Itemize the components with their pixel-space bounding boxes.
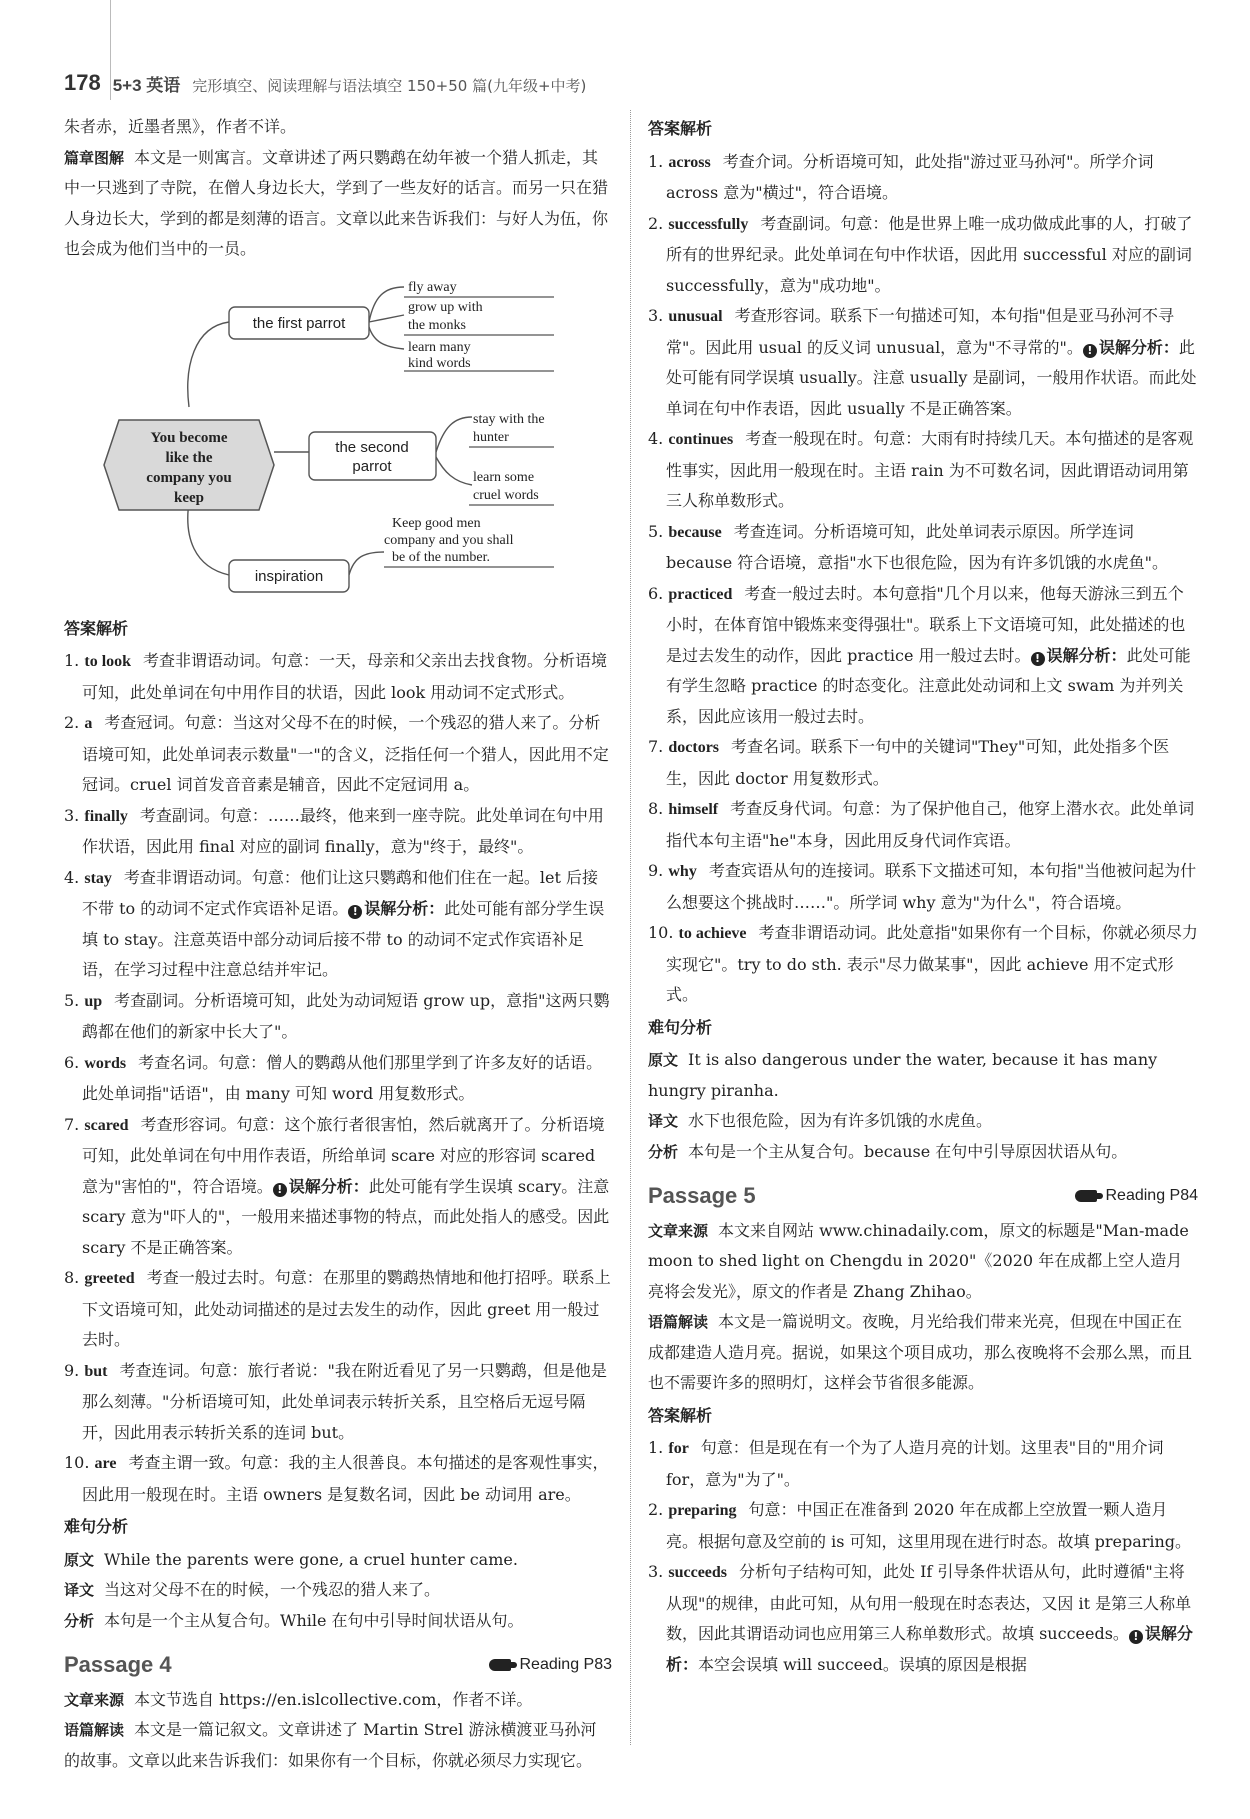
answer-number: 7.: [64, 1114, 80, 1134]
hard-analysis: [64, 1606, 612, 1637]
error-text: 此处可能有学生误填 scary。注意 scary 意为"吓人的"，一般用来描述事物的特点，而此处指人的感受。因此 scary 不是正确答案。: [82, 1176, 610, 1257]
answer-key: to achieve: [678, 925, 747, 942]
answer-item: [648, 794, 1198, 856]
error-warning-icon: !: [1129, 1630, 1143, 1644]
left-answers-heading: 答案解析: [64, 618, 129, 638]
page-number: 178: [64, 70, 101, 95]
hard-original-label: 原文: [648, 1051, 679, 1069]
answer-item: [64, 801, 612, 863]
answer-key: but: [84, 1362, 108, 1380]
mm-link-second-2: [436, 457, 472, 485]
answer-number: 8.: [64, 1268, 80, 1287]
answer-text: 考查连词。分析语境可知，此处单词表示原因。所学连词 because 符合语境，意指"水下也很危险，因为有许多饥饿的水虎鱼"。: [666, 521, 1169, 572]
mind-map: [64, 267, 612, 612]
error-text: 本空会误填 will succeed。误填的原因是根据: [698, 1654, 1027, 1674]
mm-second-leaf-2a: learn some: [473, 469, 535, 485]
mm-link-first-3: [369, 327, 404, 349]
reading-label: 语篇解读: [64, 1721, 125, 1739]
mm-second-leaf-1b: hunter: [473, 429, 509, 445]
mm-center-line-1: You become: [150, 429, 228, 446]
answer-item: [648, 209, 1198, 302]
answer-item: [64, 708, 612, 801]
answer-number: 2.: [648, 213, 664, 233]
answer-number: 1.: [648, 1438, 664, 1457]
answer-key: finally: [84, 807, 128, 825]
mm-link-first-2: [369, 315, 404, 322]
answer-key: are: [94, 1455, 117, 1472]
answer-number: 3.: [648, 1562, 664, 1581]
source-label: 文章来源: [648, 1221, 709, 1240]
answer-number: 6.: [64, 1052, 80, 1072]
error-text: 此处可能有同学误填 usually。注意 usually 是副词，一般用作状语。而此处单词在句中作表语，因此 usually 不是正确答案。: [666, 337, 1197, 418]
answer-item: [64, 986, 612, 1048]
book-title: 完形填空、阅读理解与语法填空 150+50 篇(九年级+中考): [192, 77, 587, 95]
source-text: 本文来自网站 www.chinadaily.com，原文的标题是"Man-made moon to shed light on Chengdu in 2020"《2020 年在成都上空人造月亮将会发光》，原文的作者是 Zhang Zhihao。: [648, 1220, 1189, 1301]
passage-5-reading-ref[interactable]: [1075, 1181, 1198, 1212]
passage-4-title: Passage 4: [64, 1652, 172, 1677]
passage-5-source: [648, 1216, 1198, 1308]
hard-analysis-text: 本句是一个主从复合句。While 在句中引导时间状语从句。: [104, 1610, 524, 1630]
error-label: 误解分析：: [1046, 645, 1127, 665]
mm-link-second-1: [436, 417, 472, 452]
answer-item: [648, 1433, 1198, 1495]
hard-analysis-label: 分析: [648, 1142, 679, 1161]
column-divider: [630, 110, 632, 1745]
answer-item: [648, 147, 1198, 209]
passage-5-header: [648, 1181, 1198, 1212]
answer-key: for: [668, 1440, 689, 1457]
mind-map-svg: [64, 267, 612, 612]
passage-4-header: [64, 1650, 612, 1681]
answer-text: 考查宾语从句的连接词。联系下文描述可知，本句指"当他被问起为什么想要这个挑战时……"。所学词 why 意为"为什么"，符合语境。: [666, 861, 1197, 912]
error-label: 误解分析：: [1098, 337, 1179, 357]
answer-text: 分析句子结构可知，此处 If 引导条件状语从句，此时遵循"主将从现"的规律，由此可知，从句用一般现在时态表达，又因 it 是第三人称单数，因此其谓语动词也应用第三人称单数形式。故填 succeeds。: [666, 1562, 1192, 1643]
pointing-hand-icon: [489, 1659, 511, 1671]
answer-number: 6.: [648, 583, 664, 603]
right-column: [648, 112, 1198, 1680]
answer-text: 考查非谓语动词。句意：一天，母亲和父亲出去找食物。分析语境可知，此处单词在句中用作目的状语，因此 look 用动词不定式形式。: [82, 651, 608, 702]
hard-translation-label: 译文: [648, 1112, 679, 1130]
answer-item: [648, 1557, 1198, 1680]
mm-first-leaf-1: fly away: [408, 279, 457, 295]
mm-branch-inspiration: [188, 502, 229, 575]
answer-text: 考查一般现在时。句意：大雨有时持续几天。本句描述的是客观性事实，因此用一般现在时。主语 rain 为不可数名词，因此谓语动词用第三人称单数形式。: [666, 429, 1194, 510]
answer-key: successfully: [668, 215, 749, 233]
hard-translation-label: 译文: [64, 1581, 95, 1599]
answer-key: across: [668, 153, 711, 171]
answer-number: 5.: [64, 990, 80, 1010]
answer-key: because: [668, 523, 722, 541]
answer-key: succeeds: [668, 1564, 728, 1581]
answer-text: 句意：但是现在有一个为了人造月亮的计划。这里表"目的"用介词 for，意为"为了"。: [666, 1438, 1164, 1489]
answer-text: 考查副词。分析语境可知，此处为动词短语 grow up，意指"这两只鹦鹉都在他们的新家中长大了"。: [82, 990, 610, 1041]
answer-number: 2.: [64, 713, 80, 732]
mm-second-leaf-1a: stay with the: [473, 411, 545, 427]
brand-name: 5+3 英语: [112, 76, 181, 95]
right-answers-list: [648, 147, 1198, 1011]
mm-center-line-2: like the: [165, 449, 213, 466]
error-warning-icon: !: [1083, 344, 1097, 358]
mm-second-parrot-label-a: the second: [335, 438, 409, 456]
error-warning-icon: !: [1031, 652, 1045, 666]
answer-item: [648, 732, 1198, 794]
reading-text: 本文是一篇记叙文。文章讲述了 Martin Strel 游泳横渡亚马孙河的故事。文章以此来告诉我们：如果你有一个目标，你就必须尽力实现它。: [64, 1720, 597, 1770]
answer-item: [64, 863, 612, 986]
answer-number: 4.: [648, 429, 664, 448]
mm-first-leaf-3b: kind words: [408, 355, 471, 371]
mm-link-inspiration: [349, 552, 384, 575]
answer-number: 9.: [64, 1360, 80, 1380]
error-text: 此处可能有学生忽略 practice 的时态变化。注意此处动词和上文 swam 为并列关系，因此应该用一般过去时。: [666, 645, 1191, 726]
reading-text: 本文是一篇说明文。夜晚，月光给我们带来光亮，但现在中国正在成都建造人造月亮。据说，如果这个项目成功，那么夜晚将不会那么黑，而且也不需要许多的照明灯，这样会节省很多能源。: [648, 1312, 1193, 1392]
answer-number: 3.: [648, 306, 664, 325]
page-header: [64, 60, 586, 96]
answer-text: 考查连词。句意：旅行者说："我在附近看见了另一只鹦鹉，但是他是那么刻薄。"分析语境可知，此处单词表示转折关系，且空格后无逗号隔开，因此用表示转折关系的连词 but。: [82, 1360, 607, 1442]
answer-text: 考查冠词。句意：当这对父母不在的时候，一个残忍的猎人来了。分析语境可知，此处单词表示数量"一"的含义，泛指任何一个猎人，因此用不定冠词。cruel 词首发音音素是辅音，因此不定冠词用 a。: [82, 713, 609, 794]
answer-key: to look: [84, 653, 132, 670]
right-hard-heading: 难句分析: [648, 1017, 713, 1037]
answer-number: 2.: [648, 1500, 664, 1519]
hard-translation-text: 当这对父母不在的时候，一个残忍的猎人来了。: [104, 1580, 441, 1599]
answer-text: 考查反身代词。句意：为了保护他自己，他穿上潜水衣。此处单词指代本句主语"he"本身，因此用反身代词作宾语。: [666, 799, 1195, 850]
answer-item: [64, 1448, 612, 1510]
answer-text: 考查非谓语动词。句意：他们让这只鹦鹉和他们住在一起。let 后接不带 to 的动词不定式作宾语补足语。: [82, 867, 599, 918]
mm-first-parrot-label: the first parrot: [252, 314, 346, 332]
passage-5-title: Passage 5: [648, 1183, 756, 1208]
answer-key: why: [668, 863, 697, 880]
answer-text: 考查非谓语动词。此处意指"如果你有一个目标，你就必须尽力实现它"。try to do sth. 表示"尽力做某事"，因此 achieve 用不定式形式。: [666, 923, 1198, 1004]
source-text: 本文节选自 https://en.islcollective.com，作者不详。: [134, 1689, 533, 1709]
answer-key: continues: [668, 431, 734, 448]
error-label: 误解分析：: [666, 1624, 1193, 1674]
answer-text: 考查介词。分析语境可知，此处指"游过亚马孙河"。所学介词 across 意为"横过"，符合语境。: [666, 151, 1154, 202]
hard-translation: [64, 1575, 612, 1606]
answer-text: 考查名词。句意：僧人的鹦鹉从他们那里学到了许多友好的话语。此处单词指"话语"，由 many 可知 word 用复数形式。: [82, 1052, 603, 1103]
hard-analysis-label: 分析: [64, 1611, 95, 1630]
answer-number: 8.: [648, 799, 664, 818]
mm-first-leaf-2a: grow up with: [408, 299, 483, 315]
passage-5-reading: [648, 1307, 1198, 1399]
answer-item: [64, 1356, 612, 1449]
structure-paragraph: [64, 143, 612, 265]
right-answers-heading: 答案解析: [648, 119, 713, 138]
passage-4-source: [64, 1685, 612, 1716]
answer-number: 10.: [64, 1453, 90, 1472]
answer-number: 4.: [64, 867, 80, 887]
answer-item: [648, 517, 1198, 579]
answer-text: 考查一般过去时。本句意指"几个月以来，他每天游泳三到五个小时，在体育馆中锻炼来变得强壮"。联系上下文语境可知，此处描述的也是过去发生的动作，因此 practice 用一般过去时。: [666, 583, 1186, 665]
left-answers-list: [64, 646, 612, 1510]
passage-4-reading-ref[interactable]: [489, 1650, 612, 1681]
answer-item: [648, 579, 1198, 733]
pointing-hand-icon: [1075, 1190, 1097, 1202]
source-label: 文章来源: [64, 1690, 125, 1709]
answer-key: up: [84, 992, 103, 1010]
mm-first-leaf-3a: learn many: [408, 339, 471, 355]
answer-number: 1.: [648, 151, 664, 171]
answer-key: words: [84, 1054, 127, 1072]
mm-inspiration-label: inspiration: [254, 567, 324, 585]
error-warning-icon: !: [273, 1183, 287, 1197]
error-text: 此处可能有部分学生误填 to stay。注意英语中部分动词后接不带 to 的动词不定式作宾语补足语，在学习过程中注意总结并牢记。: [82, 899, 605, 979]
answer-item: [64, 646, 612, 708]
answer-key: scared: [84, 1116, 129, 1134]
answer-text: 考查副词。句意：他是世界上唯一成功做成此事的人，打破了所有的世界纪录。此处单词在句中作状语，因此用 successful 对应的副词 successfully，意为"成功地"。: [666, 213, 1193, 295]
answer-text: 考查主谓一致。句意：我的主人很善良。本句描述的是客观性事实，因此用一般现在时。主语 owners 是复数名词，因此 be 动词用 are。: [82, 1453, 609, 1504]
passage-5-ref-text: Reading P84: [1105, 1187, 1198, 1204]
answer-text: 考查形容词。句意：这个旅行者很害怕，然后就离开了。分析语境可知，此处单词在句中用作表语，所给单词 scare 对应的形容词 scared 意为"害怕的"，符合语境。: [82, 1114, 605, 1196]
answer-text: 考查一般过去时。句意：在那里的鹦鹉热情地和他打招呼。联系上下文语境可知，此处动词描述的是过去发生的动作，因此 greet 用一般过去时。: [82, 1268, 611, 1349]
passage-4-ref-text: Reading P83: [519, 1656, 612, 1673]
left-hard-heading: 难句分析: [64, 1517, 129, 1536]
mm-center-line-3: company you: [146, 469, 232, 486]
answer-key: practiced: [668, 585, 733, 603]
answer-key: a: [84, 715, 93, 732]
answer-item: [64, 1110, 612, 1264]
mm-first-leaf-2b: the monks: [408, 317, 466, 333]
answer-text: 句意：中国正在准备到 2020 年在成都上空放置一颗人造月亮。根据句意及空前的 is 可知，这里用现在进行时态。故填 preparing。: [666, 1500, 1192, 1551]
error-label: 误解分析：: [288, 1176, 369, 1196]
answer-item: [648, 1495, 1198, 1557]
answer-key: preparing: [668, 1502, 737, 1519]
hard-original-text: It is also dangerous under the water, because it has many hungry piranha.: [648, 1050, 1158, 1100]
error-label: 误解分析：: [364, 899, 445, 918]
mm-insp-line-1: Keep good men: [392, 515, 481, 531]
answer-key: stay: [84, 869, 112, 887]
error-warning-icon: !: [348, 905, 362, 919]
answer-text: 考查名词。联系下一句中的关键词"They"可知，此处指多个医生，因此 doctor 用复数形式。: [666, 737, 1170, 788]
answer-number: 9.: [648, 861, 664, 880]
mm-insp-line-2: company and you shall: [384, 532, 514, 548]
structure-label: 篇章图解: [64, 148, 125, 167]
hard-original: [64, 1545, 612, 1576]
hard-original-label: 原文: [64, 1550, 95, 1569]
answer-key: doctors: [668, 739, 720, 756]
mm-branch-first: [188, 322, 229, 407]
answer-key: himself: [668, 801, 719, 818]
passage-5-answers-heading: 答案解析: [648, 1405, 713, 1425]
hard-original: [648, 1045, 1198, 1106]
intro-continuation: 朱者赤，近墨者黑》，作者不详。: [64, 117, 297, 136]
answer-item: [648, 301, 1198, 424]
answer-item: [648, 424, 1198, 517]
answer-item: [64, 1048, 612, 1110]
reading-label: 语篇解读: [648, 1313, 709, 1331]
answer-item: [64, 1263, 612, 1356]
answer-number: 5.: [648, 521, 664, 541]
answer-text: 考查形容词。联系下一句描述可知，本句指"但是亚马孙河不寻常"。因此用 usual 的反义词 unusual，意为"不寻常的"。: [666, 306, 1174, 357]
left-column: [64, 112, 612, 1776]
mm-second-leaf-2b: cruel words: [473, 487, 539, 503]
answer-item: [648, 918, 1198, 1011]
structure-text: 本文是一则寓言。文章讲述了两只鹦鹉在幼年被一个猎人抓走，其中一只逃到了寺院，在僧人身边长大，学到了一些友好的话言。而另一只在猎人身边长大，学到的都是刻薄的语言。文章以此来告诉我们：与好人为伍，你也会成为他们当中的一员。: [64, 147, 609, 258]
answer-key: greeted: [84, 1270, 135, 1287]
hard-translation-text: 水下也很危险，因为有许多饥饿的水虎鱼。: [688, 1111, 993, 1130]
hard-analysis: [648, 1137, 1198, 1168]
answer-key: unusual: [668, 308, 723, 325]
hard-analysis-text: 本句是一个主从复合句。because 在句中引导原因状语从句。: [688, 1141, 1128, 1161]
passage-4-reading: [64, 1715, 612, 1776]
mm-center-line-4: keep: [174, 489, 204, 506]
answer-item: [648, 856, 1198, 918]
answer-number: 3.: [64, 805, 80, 825]
hard-translation: [648, 1106, 1198, 1137]
answer-number: 1.: [64, 651, 80, 670]
mm-insp-line-3: be of the number.: [392, 549, 490, 565]
mm-second-parrot-label-b: parrot: [352, 457, 392, 475]
hard-original-text: While the parents were gone, a cruel hunter came.: [104, 1549, 518, 1569]
answer-number: 10.: [648, 923, 674, 942]
answer-number: 7.: [648, 737, 664, 756]
answer-text: 考查副词。句意：……最终，他来到一座寺院。此处单词在句中用作状语，因此用 final 对应的副词 finally，意为"终于，最终"。: [82, 805, 604, 856]
